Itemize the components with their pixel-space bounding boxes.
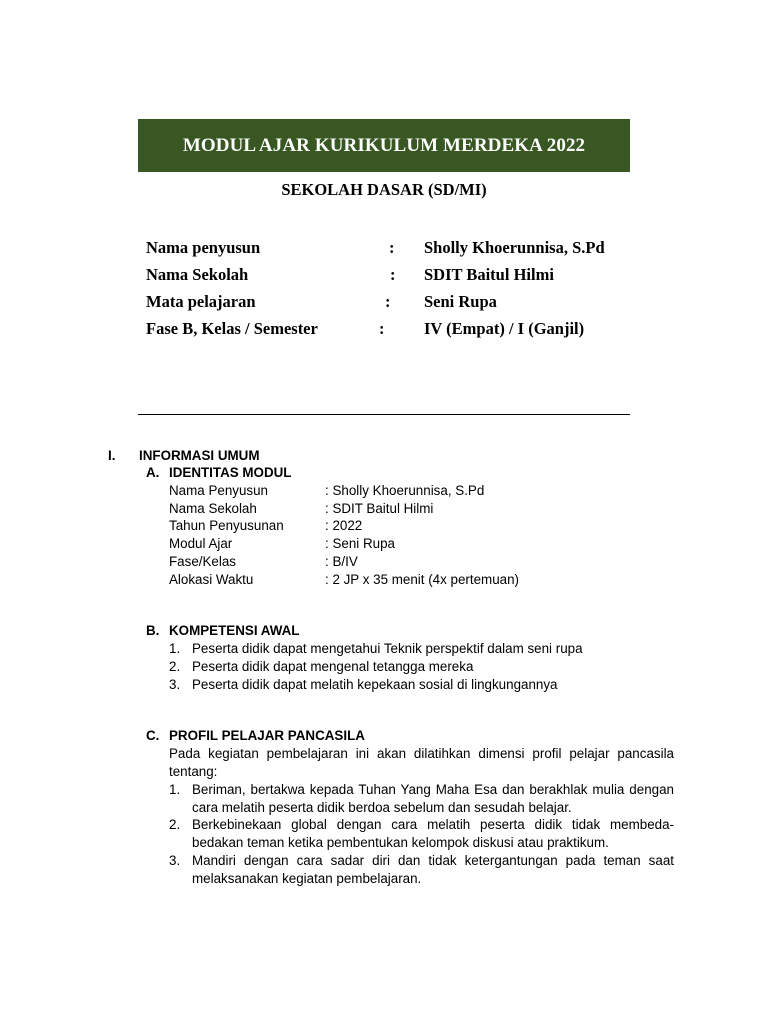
title-banner (138, 119, 630, 172)
cover-field-colon: : (390, 265, 396, 284)
identity-label: Fase/Kelas (169, 554, 236, 569)
list-number: 2. (169, 817, 181, 832)
subsection-letter: C. (146, 728, 160, 743)
list-number: 2. (169, 659, 181, 674)
subsection-title: KOMPETENSI AWAL (169, 623, 300, 638)
subsection-title: PROFIL PELAJAR PANCASILA (169, 728, 365, 743)
list-number: 3. (169, 677, 181, 692)
cover-field-label: Nama Sekolah (146, 265, 249, 284)
identity-label: Nama Penyusun (169, 483, 268, 498)
cover-field-label: Fase B, Kelas / Semester (146, 319, 318, 338)
identity-label: Tahun Penyusunan (169, 518, 284, 533)
cover-field-label: Nama penyusun (146, 238, 261, 257)
profil-intro: Pada kegiatan pembelajaran ini akan dilatihkan dimensi profil pelajar pancasila tentang: (169, 746, 674, 779)
subsection-letter: A. (146, 465, 160, 480)
cover-field-colon: : (389, 238, 395, 257)
cover-field-label: Mata pelajaran (146, 292, 256, 311)
identity-value: : B/IV (325, 554, 358, 569)
cover-field-mata-pelajaran (146, 291, 626, 313)
list-item: Peserta didik dapat mengetahui Teknik perspektif dalam seni rupa (192, 641, 583, 656)
horizontal-divider (138, 414, 630, 415)
list-number: 1. (169, 641, 181, 656)
identity-value: : 2 JP x 35 menit (4x pertemuan) (325, 572, 520, 587)
section-number: I. (108, 448, 116, 463)
identity-value: : Sholly Khoerunnisa, S.Pd (325, 483, 485, 498)
identity-label: Nama Sekolah (169, 501, 257, 516)
cover-field-value: Seni Rupa (424, 292, 497, 311)
list-item: Beriman, bertakwa kepada Tuhan Yang Maha Esa dan berakhlak mulia dengan cara melatih peserta didik berdoa sebelum dan sesudah belajar. (192, 782, 674, 815)
cover-field-nama-sekolah (146, 264, 626, 286)
cover-field-fase-kelas-semester (146, 318, 626, 340)
identity-value: : 2022 (325, 518, 363, 533)
cover-field-value: IV (Empat) / I (Ganjil) (424, 319, 585, 338)
cover-field-value: SDIT Baitul Hilmi (424, 265, 554, 284)
cover-field-nama-penyusun (146, 237, 626, 259)
section-title: INFORMASI UMUM (139, 448, 260, 463)
document-title: MODUL AJAR KURIKULUM MERDEKA 2022 (182, 134, 586, 156)
list-number: 3. (169, 853, 181, 868)
cover-field-colon: : (385, 292, 391, 311)
subsection-title: IDENTITAS MODUL (169, 465, 292, 480)
cover-field-colon: : (379, 319, 385, 338)
list-number: 1. (169, 782, 181, 797)
identity-label: Alokasi Waktu (169, 572, 254, 587)
identity-value: : SDIT Baitul Hilmi (325, 501, 434, 516)
list-item: Berkebinekaan global dengan cara melatih peserta didik tidak membeda-bedakan teman ketika pembentukan kelompok diskusi atau praktikum. (192, 817, 674, 850)
list-item: Peserta didik dapat melatih kepekaan sosial di lingkungannya (192, 677, 558, 692)
cover-field-value: Sholly Khoerunnisa, S.Pd (424, 238, 605, 257)
list-item: Mandiri dengan cara sadar diri dan tidak ketergantungan pada teman saat melaksanakan kegiatan pembelajaran. (192, 853, 674, 886)
document-subtitle: SEKOLAH DASAR (SD/MI) (281, 180, 487, 199)
identity-value: : Seni Rupa (325, 536, 395, 551)
list-item: Peserta didik dapat mengenal tetangga mereka (192, 659, 474, 674)
identity-label: Modul Ajar (169, 536, 233, 551)
subsection-letter: B. (146, 623, 160, 638)
